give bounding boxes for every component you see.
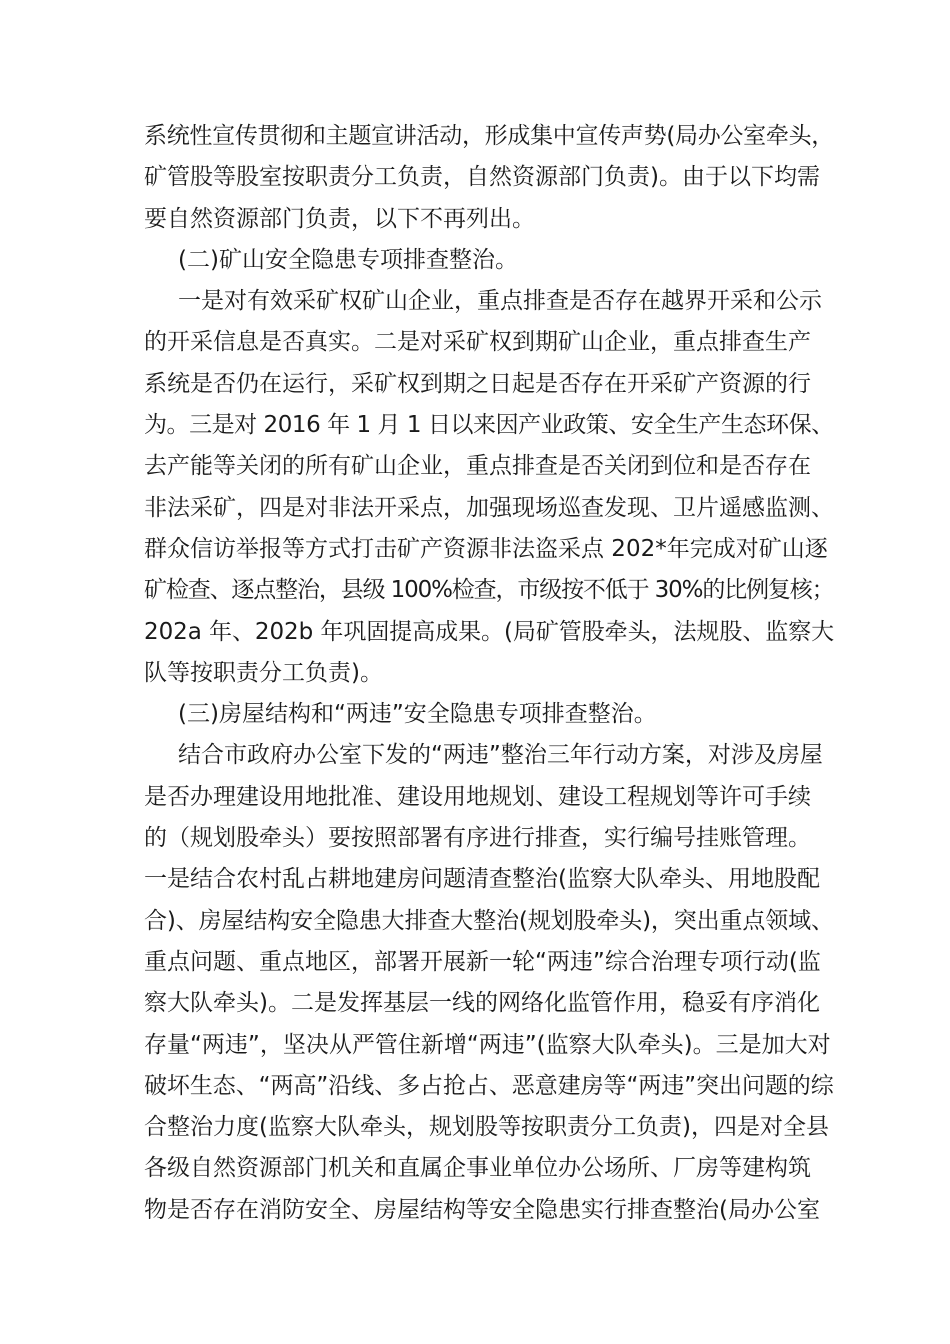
document-body <box>144 116 834 1231</box>
text-line: 去产能等关闭的所有矿山企业，重点排查是否关闭到位和是否存在 <box>144 453 811 480</box>
text-line: 群众信访举报等方式打击矿产资源非法盗采点 202*年完成对矿山逐 <box>144 535 828 562</box>
text-line: 矿检查、逐点整治，县级 100%检查，市级按不低于 30%的比例复核； <box>144 577 834 604</box>
text-line: 物是否存在消防安全、房屋结构等安全隐患实行排查整治(局办公室 <box>144 1196 820 1223</box>
text-line: 的（规划股牵头）要按照部署有序进行排查，实行编号挂账管理。 <box>144 825 811 852</box>
text-line: 重点问题、重点地区，部署开展新一轮“两违”综合治理专项行动(监 <box>144 948 821 975</box>
text-line: 是否办理建设用地批准、建设用地规划、建设工程规划等许可手续 <box>144 783 811 810</box>
text-line: 破坏生态、“两高”沿线、多占抢占、恶意建房等“两违”突出问题的综 <box>144 1072 834 1099</box>
text-line: 合)、房屋结构安全隐患大排查大整治(规划股牵头)，突出重点领域、 <box>144 907 834 934</box>
text-line: 结合市政府办公室下发的“两违”整治三年行动方案，对涉及房屋 <box>178 742 823 769</box>
text-line: 各级自然资源部门机关和直属企事业单位办公场所、厂房等建构筑 <box>144 1155 811 1182</box>
text-line: 合整治力度(监察大队牵头，规划股等按职责分工负责)，四是对全县 <box>144 1114 829 1141</box>
text-line: 一是对有效采矿权矿山企业，重点排查是否存在越界开采和公示 <box>178 288 822 315</box>
text-line: 202a 年、202b 年巩固提高成果。(局矿管股牵头，法规股、监察大 <box>144 618 835 645</box>
text-line: 的开采信息是否真实。二是对采矿权到期矿山企业，重点排查生产 <box>144 329 811 356</box>
text-line: 系统是否仍在运行，采矿权到期之日起是否存在开采矿产资源的行 <box>144 370 811 397</box>
text-line: 要自然资源部门负责，以下不再列出。 <box>144 205 535 232</box>
text-line: 一是结合农村乱占耕地建房问题清查整治(监察大队牵头、用地股配 <box>144 866 820 893</box>
text-line: 非法采矿，四是对非法开采点，加强现场巡查发现、卫片遥感监测、 <box>144 494 834 521</box>
text-line: 队等按职责分工负责)。 <box>144 659 383 686</box>
text-line: 察大队牵头)。二是发挥基层一线的网络化监管作用，稳妥有序消化 <box>144 990 820 1017</box>
text-line: (二)矿山安全隐患专项排查整治。 <box>178 246 518 273</box>
text-line: 存量“两违”，坚决从严管住新增“两违”(监察大队牵头)。三是加大对 <box>144 1031 831 1058</box>
text-line: 矿管股等股室按职责分工负责，自然资源部门负责)。由于以下均需 <box>144 164 820 191</box>
text-line: 为。三是对 2016 年 1 月 1 日以来因产业政策、安全生产生态环保、 <box>144 412 834 439</box>
text-line: 系统性宣传贯彻和主题宣讲活动，形成集中宣传声势(局办公室牵头， <box>144 123 834 149</box>
text-line: (三)房屋结构和“两违”安全隐患专项排查整治。 <box>178 701 657 728</box>
